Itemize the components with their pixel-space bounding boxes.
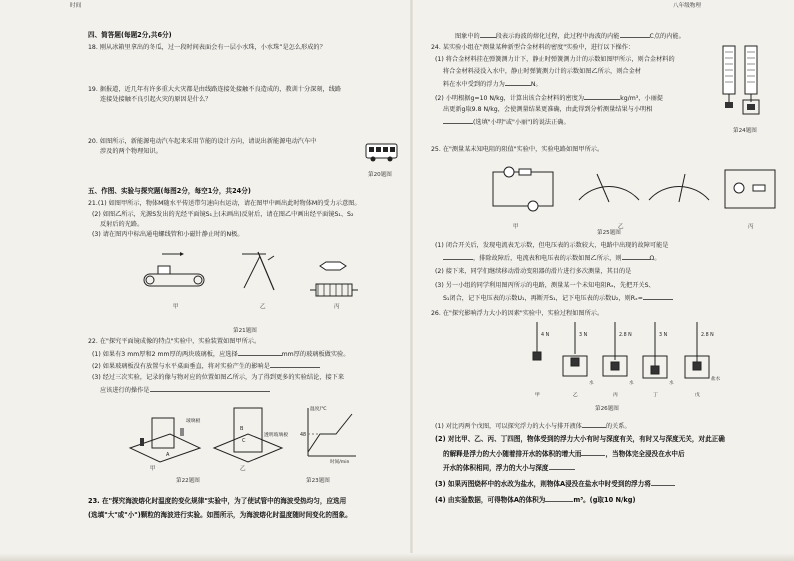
fig26-label-b: 乙: [573, 393, 578, 398]
fig24-caption: 第24题图: [733, 128, 757, 134]
spring-scale-figure: [719, 42, 769, 122]
q25-3-text-2: S₁闭合，记下电压表的示数U₁，再断开S₁，记下电压表的示数U₂，则Rₓ=: [443, 294, 673, 302]
q26-1-text: (1) 对比丙两个戊图，可以探究浮力的大小与排开液体 的关系。: [435, 423, 631, 430]
fig26-val-e: 2.8 N: [701, 333, 714, 338]
fig21-caption: 第21题图: [233, 328, 257, 334]
q22-1-text: (1) 如果有3 mm厚和2 mm厚的两块玻璃板，应选择 mm厚的玻璃板做实验。: [92, 351, 350, 358]
fig22-label-a: 甲: [150, 466, 156, 472]
q26-2-text: (2) 对比甲、乙、丙、丁四图，物体受到的浮力大小有时与深度有关，有时又与深度无关，对此正确: [435, 435, 725, 443]
fig23-ylabel: 温度/℃: [310, 407, 327, 412]
fig20-caption: 第20题图: [368, 172, 392, 178]
q21-2-text: (2) 如图乙所示，光源S发出的光经平面镜S₁上(未画出)反射后，请在图乙中画出经平面镜S₁、S₂: [92, 211, 354, 218]
q24-1-text-3: 料在水中受到的浮力为 N。: [443, 81, 542, 88]
solenoid-figure: [310, 260, 360, 300]
q26-2-text-3: 开水的体积相同，浮力的大小与深度: [443, 464, 575, 472]
fig21-label-b: 乙: [260, 304, 266, 310]
q26-3-text: (3) 如果丙图烧杯中的水改为盐水，则物体A浸没在盐水中时受到的浮力将: [435, 480, 675, 488]
q20-text-2: 涉及的两个物理知识。: [100, 148, 162, 155]
fig26-val-a: 4 N: [541, 333, 550, 338]
q19-text-2: 连接处接触不良引起火灾的原因是什么？: [100, 96, 212, 103]
q24-1-text: (1) 将合金材料挂在弹簧测力计下，静止时弹簧测力计的示数如图甲所示，则合金材料的: [435, 56, 675, 63]
fig22-label-b: 乙: [240, 466, 246, 472]
q25-2-text: (2) 接下来，同学们继续移动滑动变阻器的滑片进行多次测量，其目的是: [435, 268, 632, 275]
q22-2-text: (2) 如果玻璃板没有放置与水平桌面垂直，将对实验产生的影响是: [92, 362, 320, 370]
fig22-tag-paper: 透明玻璃板: [264, 433, 288, 438]
q26-text: 26. 在"探究影响浮力大小的因素"实验中，实验过程如图所示。: [431, 310, 604, 317]
mirror-figure: [240, 250, 280, 300]
header-left: 时间: [70, 3, 82, 9]
q25-3-text: (3) 另一小组的同学利用图丙所示的电路，测量某一个未知电阻Rₓ，先把开关S、: [435, 282, 655, 289]
section-5-title: 五、作图、实验与探究题(每图2分，每空1分，共24分): [88, 187, 251, 195]
q24-2-text-2: 出更新g取9.8 N/kg，会使测量结果更准确，由此得到分析测量结果与小明相: [443, 106, 653, 113]
q26-2-text-2: 的解释是浮力的大小随着排开水的体积的增大而 ，当物体完全浸没在水中后: [443, 450, 685, 458]
q25-1-text-2: ，排除故障后，电流表和电压表的示数如图乙所示，则 Ω。: [443, 254, 660, 262]
buoyancy-figure: [523, 322, 723, 402]
fig25-label-c: 丙: [748, 224, 754, 230]
q24-1-text-2: 将合金材料浸没入水中，静止时弹簧测力计的示数如图乙所示，则合金材: [443, 68, 641, 75]
fig22-caption: 第22题图: [176, 478, 200, 484]
right-column: [413, 0, 794, 561]
fig21-label-c: 丙: [334, 304, 340, 310]
fig23-caption: 第23题图: [306, 478, 330, 484]
fig21-label-a: 甲: [173, 304, 179, 310]
fig26-tag-water-3: 水: [669, 381, 674, 386]
q24-2-text: (2) 小明根据g=10 N/kg，计算出该合金材料的密度为 kg/m³，小丽提: [435, 95, 663, 102]
q23-text: 23. 在"探究海波熔化时温度的变化规律"实验中，为了使试管中的海波受热均匀，应选用: [88, 497, 347, 505]
q21-3-text: (3) 请在图丙中标出通电螺线管和小磁针静止时的N极。: [92, 231, 244, 238]
header-center: 八年级物理: [673, 3, 701, 9]
fig23-xlabel: 时间/min: [330, 460, 350, 465]
mirror-experiment-figure: [130, 404, 290, 462]
q22-3-text-2: 应该进行的操作是: [100, 386, 270, 394]
fig25-label-b: 乙: [618, 224, 624, 230]
melting-graph: [300, 404, 360, 464]
fig26-label-c: 丙: [613, 393, 618, 398]
q24-2-text-3: (选填"小明"或"小丽")的说法正确。: [443, 118, 570, 126]
q26-4-text: (4) 由实验数据，可得物体A的体积为 m³。(g取10 N/kg): [435, 496, 636, 504]
q22-3-text: (3) 经过三次实验，记录的像与物对应的位置如图乙所示，为了得到更多的实验结论，接下来: [92, 374, 345, 381]
q21-1-text: 21.(1) 如图甲所示，物体M随水平传送带匀速向右运动，请在图甲中画出此时物体M的受力示意图。: [88, 200, 361, 207]
fig26-label-a: 甲: [535, 393, 540, 398]
fig25-caption: 第25题图: [597, 230, 621, 236]
q23-text-2: (选填"大"或"小")颗粒的海波进行实验。如图所示，为海波熔化时温度随时间变化的图象。: [88, 511, 352, 519]
fig26-val-c: 2.8 N: [619, 333, 632, 338]
fig22-tag-a: A: [166, 452, 170, 458]
conveyor-figure: [140, 250, 215, 300]
q25-text: 25. 在"测量某未知电阻的阻值"实验中，实验电路如图甲所示。: [431, 146, 604, 153]
fig22-tag-c: C: [242, 438, 246, 444]
fig25-label-a: 甲: [513, 224, 519, 230]
fig26-caption: 第26题图: [595, 406, 619, 412]
bus-figure: [365, 142, 399, 164]
fig22-tag-b: B: [240, 426, 244, 432]
fig22-tag-glass: 玻璃板: [186, 419, 201, 424]
fig26-label-e: 戊: [695, 393, 700, 398]
q21-2-text-2: 反射后的光路。: [100, 221, 144, 228]
fig26-tag-salt: 盐水: [711, 377, 721, 382]
fig23-tick: 48: [300, 433, 307, 438]
q25-1-text: (1) 闭合开关后，发现电流表无示数，但电压表的示数较大，电路中出现的故障可能是: [435, 242, 669, 249]
circuit-figure: [489, 160, 779, 220]
q20-text: 20. 如图所示，新能源电动汽车起来采用节能的设计方向，请说出新能源电动汽车中: [88, 138, 317, 145]
q19-text: 19. 据报道，近几年有许多重大火灾都是由线路连接处接触不良造成的，教训十分深刻，线路: [88, 86, 342, 93]
fig26-val-d: 3 N: [659, 333, 668, 338]
fig26-label-d: 丁: [653, 393, 658, 398]
fig26-tag-water-2: 水: [629, 381, 634, 386]
page-bottom-shadow: [0, 553, 794, 561]
fig26-val-b: 3 N: [579, 333, 588, 338]
q18-text: 18. 刚从冰箱里拿出的冬瓜，过一段时间表面会有一层小水珠，小水珠”是怎么形成的？: [88, 44, 326, 51]
q24-text: 24. 某实验小组在"测量某种新型合金材料的密度"实验中，进行以下操作：: [431, 44, 635, 51]
q22-text: 22. 在"探究平面镜成像的特点"实验中，实验装置如图甲所示。: [88, 338, 261, 345]
fig26-tag-water-1: 水: [589, 381, 594, 386]
q23-cont: 图象中的 段表示海波的熔化过程，此过程中海波的内能 C点的内能。: [455, 33, 685, 40]
section-4-title: 四、简答题(每题2分,共6分): [88, 31, 172, 39]
